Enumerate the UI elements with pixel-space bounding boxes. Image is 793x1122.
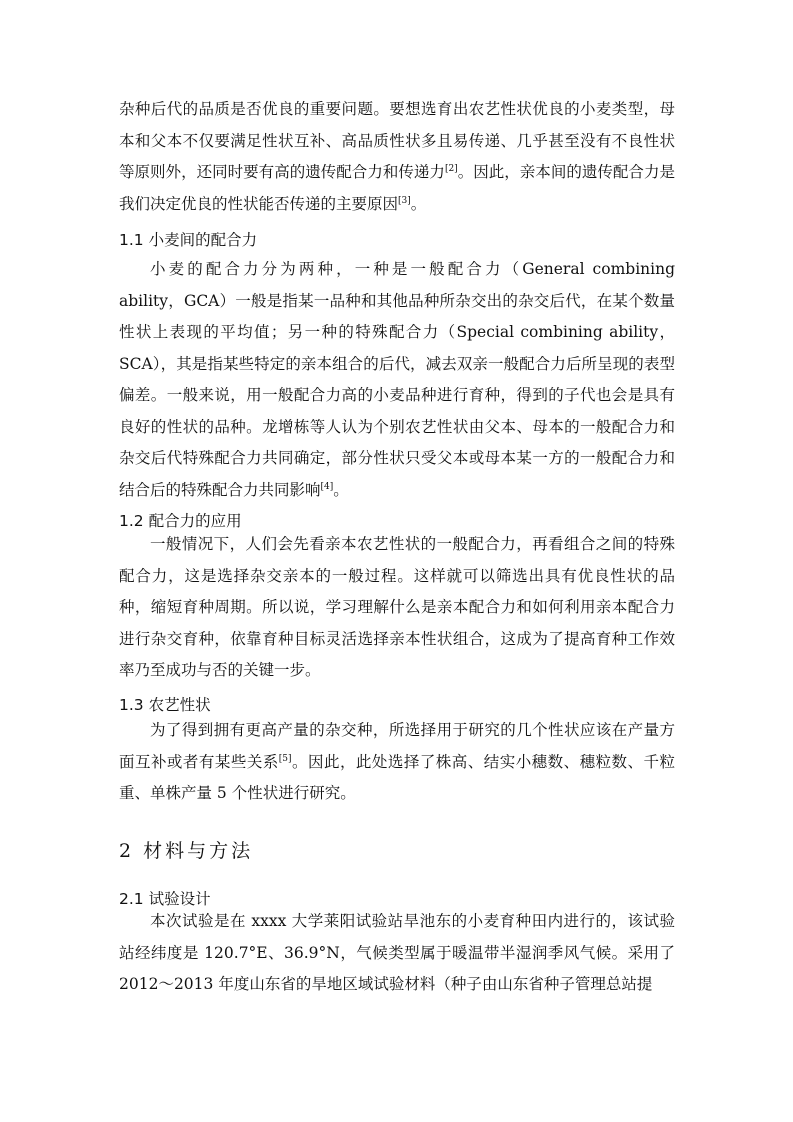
section-heading-1-2: 1.2 配合力的应用	[119, 512, 242, 530]
paragraph-1-2: 一般情况下，人们会先看亲本农艺性状的一般配合力，再看组合之间的特殊配合力，这是选择杂交亲本的一般过程。这样就可以筛选出具有优良性状的品种，缩短育种周期。所以说，学习理解什么是亲本配合力和如何利用亲本配合力进行杂交育种，依靠育种目标灵活选择亲本性状组合，这成为了提高育种工作效率乃至成功与否的关键一步。	[119, 535, 675, 679]
paragraph-text: 杂种后代的品质是否优良的重要问题。要想选育出农艺性状优良的小麦类型，母本和父本不仅要满足性状互补、高品质性状多且易传递、几乎甚至没有不良性状等原则外，还同时要有高的遗传配合力和传递力	[119, 100, 675, 181]
section-heading-1-1: 1.1 小麦间的配合力	[119, 231, 258, 249]
paragraph-2-1: 本次试验是在 xxxx 大学莱阳试验站旱池东的小麦育种田内进行的，该试验站经纬度是 120.7°E、36.9°N，气候类型属于暖温带半湿润季风气候。采用了 2012～2013 年度山东省的旱地区域试验材料（种子由山东省种子管理总站提	[119, 912, 675, 993]
paragraph-text: 为了得到拥有更高产量的杂交种，所选择用于研究的几个性状应该在产量方面互补或者有某些关系	[119, 721, 675, 771]
paragraph-1-3	[119, 715, 675, 810]
citation-ref: [5]	[278, 753, 292, 764]
paragraph-text: 。因此，亲本间的遗传配合力是我们决定优良的性状能否传递的主要原因	[119, 163, 675, 213]
citation-ref: [2]	[444, 164, 458, 174]
paragraph-1-1	[119, 254, 675, 506]
paragraph-text: 。	[333, 480, 349, 499]
section-heading-1-3: 1.3 农艺性状	[119, 696, 211, 714]
paragraph-text: 小麦的配合力分为两种，一种是一般配合力（General combining ability，GCA）一般是指某一品种和其他品种所杂交出的杂交后代，在某个数量性状上表现的平均值；另一种的特殊配合力（Special combining ability，SCA），其是指某些特定的亲本组合的后代，减去双亲一般配合力后所呈现的表型偏差。一般来说，用一般配合力高的小麦品种进行育种，得到的子代也会是具有良好的性状的品种。龙增栋等人认为个别农艺性状由父本、母本的一般配合力和杂交后代特殊配合力共同确定，部分性状只受父本或母本某一方的一般配合力和结合后的特殊配合力共同影响	[119, 260, 675, 499]
citation-ref: [3]	[398, 195, 411, 206]
paragraph-text: 。	[410, 194, 427, 213]
chapter-heading-2: 2 材料与方法	[119, 840, 254, 862]
section-heading-2-1: 2.1 试验设计	[119, 890, 211, 908]
paragraph-intro	[119, 94, 675, 220]
citation-ref: [4]	[320, 481, 334, 492]
paragraph-text: 。因此，此处选择了株高、结实小穗数、穗粒数、千粒重、单株产量 5 个性状进行研究。	[119, 752, 675, 802]
